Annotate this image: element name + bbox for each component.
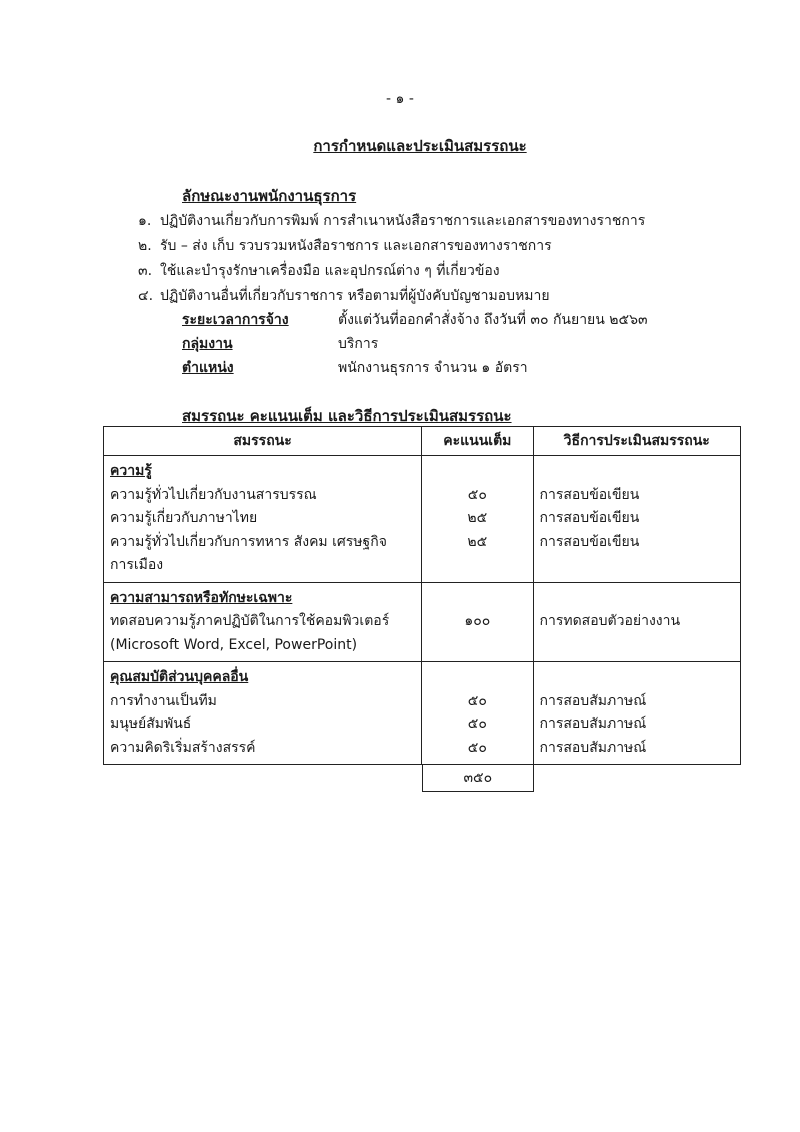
duty-number: ๓. (138, 263, 153, 279)
competency-item: ความคิดริเริ่มสร้างสรรค์ (110, 739, 256, 756)
competency-table (103, 426, 741, 765)
method-value: การสอบข้อเขียน (539, 510, 640, 526)
method-cell (533, 456, 741, 583)
table-row-knowledge (104, 456, 741, 583)
competency-item-continued: การเมือง (110, 557, 164, 573)
method-value: การทดสอบตัวอย่างงาน (539, 613, 681, 629)
competency-item: ความรู้เกี่ยวกับภาษาไทย (110, 510, 258, 526)
score-value: ๕๐ (467, 739, 487, 756)
page-number: - ๑ - (386, 91, 414, 107)
duty-number: ๒. (138, 238, 152, 254)
competency-table-heading: สมรรถนะ คะแนนเต็ม และวิธีการประเมินสมรรถนะ (182, 407, 512, 425)
score-value: ๒๕ (467, 510, 488, 526)
score-value: ๕๐ (467, 692, 487, 709)
score-value: ๕๐ (467, 486, 487, 503)
table-row-personal-attributes (104, 662, 741, 765)
duty-number: ๑. (138, 213, 152, 229)
competency-item: มนุษย์สัมพันธ์ (110, 716, 192, 732)
method-value: การสอบข้อเขียน (539, 533, 640, 550)
column-header-competency: สมรรถนะ (104, 427, 422, 456)
duty-item (138, 260, 500, 282)
position-value: พนักงานธุรการ จำนวน ๑ อัตรา (338, 360, 528, 376)
employment-period-value: ตั้งแต่วันที่ออกคำสั่งจ้าง ถึงวันที่ ๓๐ กันยายน ๒๕๖๓ (338, 312, 648, 328)
competency-cell (104, 582, 422, 662)
duty-number: ๔. (138, 288, 154, 304)
document-title: การกำหนดและประเมินสมรรถนะ (313, 137, 527, 155)
group-title-personal-attributes: คุณสมบัติส่วนบุคคลอื่น (110, 669, 249, 685)
table-header-row (104, 427, 741, 456)
group-title-knowledge: ความรู้ (110, 463, 152, 479)
score-value: ๑๐๐ (464, 613, 491, 629)
competency-item-continued: (Microsoft Word, Excel, PowerPoint) (110, 636, 358, 653)
duty-item (138, 210, 645, 232)
column-header-method: วิธีการประเมินสมรรถนะ (533, 427, 741, 456)
job-description-heading: ลักษณะงานพนักงานธุรการ (182, 187, 357, 205)
method-cell (533, 662, 741, 765)
employment-period-label: ระยะเวลาการจ้าง (182, 312, 289, 328)
duty-text: ปฏิบัติงานอื่นที่เกี่ยวกับราชการ หรือตามที่ผู้บังคับบัญชามอบหมาย (160, 288, 550, 304)
duty-item (138, 285, 550, 307)
competency-item: ความรู้ทั่วไปเกี่ยวกับงานสารบรรณ (110, 486, 317, 503)
score-cell (422, 582, 533, 662)
table-row-special-skills (104, 582, 741, 662)
duty-text: ใช้และบำรุงรักษาเครื่องมือ และอุปกรณ์ต่าง ๆ ที่เกี่ยวข้อง (160, 263, 500, 279)
score-cell (422, 456, 533, 583)
total-score: ๓๕๐ (422, 765, 534, 792)
column-header-full-score: คะแนนเต็ม (422, 427, 533, 456)
method-value: การสอบสัมภาษณ์ (539, 692, 647, 709)
duty-text: ปฏิบัติงานเกี่ยวกับการพิมพ์ การสำเนาหนังสือราชการและเอกสารของทางราชการ (160, 213, 646, 229)
score-value: ๕๐ (467, 716, 487, 732)
score-cell (422, 662, 533, 765)
competency-item: ทดสอบความรู้ภาคปฏิบัติในการใช้คอมพิวเตอร์ (110, 613, 390, 629)
method-value: การสอบสัมภาษณ์ (539, 716, 647, 732)
method-value: การสอบข้อเขียน (539, 486, 640, 503)
competency-cell (104, 662, 422, 765)
duty-item (138, 235, 552, 257)
position-label: ตำแหน่ง (182, 360, 234, 376)
work-group-label: กลุ่มงาน (182, 336, 233, 352)
group-title-special-skills: ความสามารถหรือทักษะเฉพาะ (110, 589, 293, 606)
duty-text: รับ – ส่ง เก็บ รวบรวมหนังสือราชการ และเอกสารของทางราชการ (160, 238, 552, 254)
method-cell (533, 582, 741, 662)
work-group-value: บริการ (338, 336, 379, 352)
method-value: การสอบสัมภาษณ์ (539, 739, 647, 756)
score-value: ๒๕ (467, 533, 488, 550)
competency-cell (104, 456, 422, 583)
competency-item: การทำงานเป็นทีม (110, 692, 217, 709)
competency-item: ความรู้ทั่วไปเกี่ยวกับการทหาร สังคม เศรษฐกิจ (110, 533, 387, 550)
